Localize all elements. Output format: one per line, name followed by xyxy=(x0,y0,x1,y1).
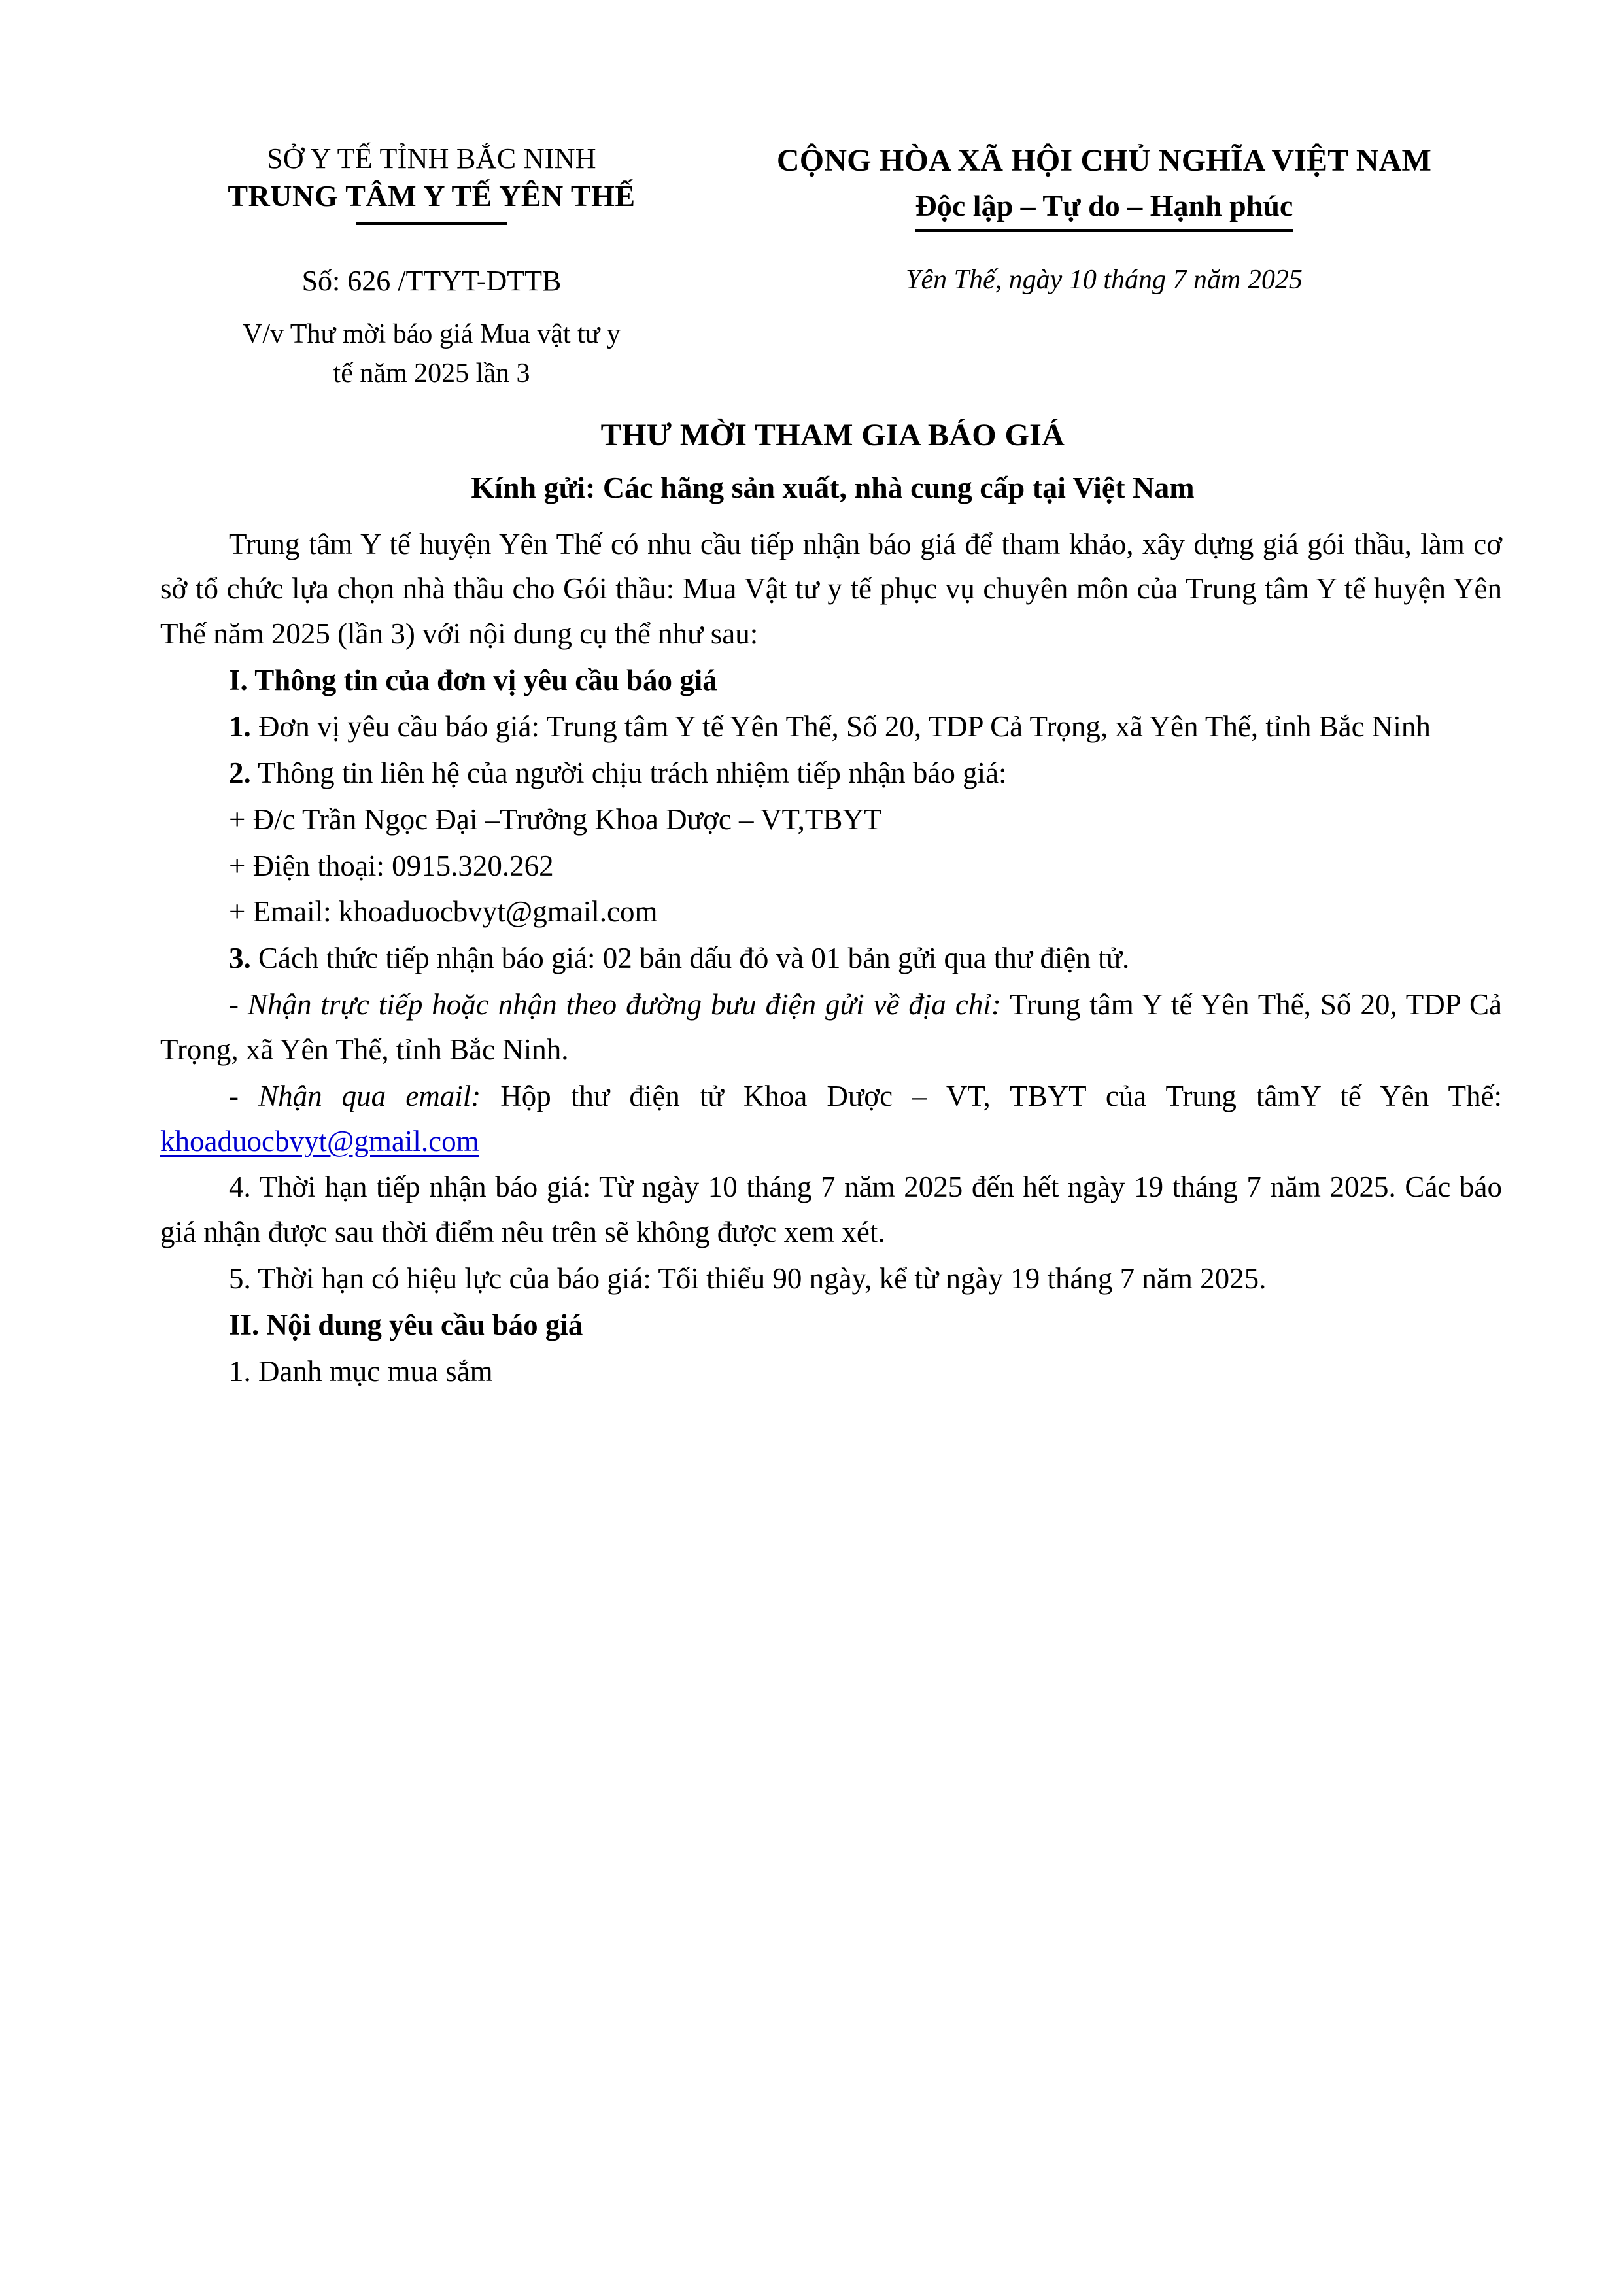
item-2-number: 2. xyxy=(229,756,251,789)
national-heading-block xyxy=(703,141,1505,232)
national-motto: Độc lập – Tự do – Hạnh phúc xyxy=(915,186,1293,232)
organization-name: TRUNG TÂM Y TẾ YÊN THẾ xyxy=(228,179,636,213)
contact-person-line: + Đ/c Trần Ngọc Đại –Trưởng Khoa Dược – VT,TBYT xyxy=(229,802,882,836)
item-3-paragraph xyxy=(160,936,1502,981)
subject-line-2: tế năm 2025 lần 3 xyxy=(333,358,530,388)
section-1-heading: I. Thông tin của đơn vị yêu cầu báo giá xyxy=(229,664,717,697)
direct-receive-paragraph xyxy=(160,982,1502,1072)
item-1-text: Đơn vị yêu cầu báo giá: Trung tâm Y tế Yên Thế, Số 20, TDP Cả Trọng, xã Yên Thế, tỉnh Bắc Ninh xyxy=(250,710,1431,743)
item-5-paragraph: 5. Thời hạn có hiệu lực của báo giá: Tối thiểu 90 ngày, kể từ ngày 19 tháng 7 năm 2025. xyxy=(229,1262,1267,1295)
item-2-text: Thông tin liên hệ của người chịu trách nhiệm tiếp nhận báo giá: xyxy=(250,756,1007,789)
recipient-line: Kính gửi: Các hãng sản xuất, nhà cung cấp tại Việt Nam xyxy=(471,470,1195,504)
national-title: CỘNG HÒA XÃ HỘI CHỦ NGHĨA VIỆT NAM xyxy=(776,143,1432,178)
place-and-date: Yên Thế, ngày 10 tháng 7 năm 2025 xyxy=(906,265,1303,296)
header-divider-rule xyxy=(356,222,507,225)
document-title: THƯ MỜI THAM GIA BÁO GIÁ xyxy=(600,417,1065,453)
email-receive-paragraph xyxy=(160,1074,1502,1164)
issuing-authority-block xyxy=(160,141,703,225)
document-header xyxy=(0,0,1623,232)
intro-paragraph: Trung tâm Y tế huyện Yên Thế có nhu cầu tiếp nhận báo giá để tham khảo, xây dựng giá gói thầu, làm cơ sở tổ chức lựa chọn nhà thầu cho Gói thầu: Mua Vật tư y tế phục vụ chuyên môn của Trung tâm Y tế huyện Yên Thế năm 2025 (lần 3) với nội dung cụ thể như sau: xyxy=(160,527,1502,651)
item-1-number: 1. xyxy=(229,710,251,743)
email-receive-text: Hộp thư điện tử Khoa Dược – VT, TBYT của Trung tâmY tế Yên Thế: xyxy=(481,1079,1502,1112)
item-3-number: 3. xyxy=(229,942,251,975)
item-3-text: Cách thức tiếp nhận báo giá: 02 bản dấu đỏ và 01 bản gửi qua thư điện tử. xyxy=(250,942,1130,975)
number-and-date-row xyxy=(0,262,1623,300)
email-receive-label: - Nhận qua email: xyxy=(229,1079,481,1112)
direct-receive-label: - Nhận trực tiếp hoặc nhận theo đường bưu điện gửi về địa chỉ: xyxy=(229,988,1001,1021)
item-ii-1-paragraph: 1. Danh mục mua sắm xyxy=(229,1354,493,1388)
item-1-paragraph xyxy=(160,704,1502,749)
place-date-block xyxy=(703,262,1505,298)
item-2-paragraph xyxy=(160,751,1502,796)
subject-line-1: V/v Thư mời báo giá Mua vật tư y xyxy=(243,319,621,350)
document-body xyxy=(0,522,1623,1394)
item-4-paragraph: 4. Thời hạn tiếp nhận báo giá: Từ ngày 10 tháng 7 năm 2025 đến hết ngày 19 tháng 7 năm 2025. Các báo giá nhận được sau thời điểm nêu trên sẽ không được xem xét. xyxy=(160,1171,1502,1249)
email-hyperlink[interactable]: khoaduocbvyt@gmail.com xyxy=(160,1124,479,1157)
contact-email-line: + Email: khoaduocbvyt@gmail.com xyxy=(229,895,658,929)
contact-phone-line: + Điện thoại: 0915.320.262 xyxy=(229,849,554,882)
subject-block xyxy=(160,315,703,393)
document-number-block xyxy=(160,262,703,300)
direct-receive-address: Trung tâm Y tế Yên Thế, Số 20, TDP Cả Trọng, xã Yên Thế, tỉnh Bắc Ninh. xyxy=(160,988,1502,1066)
department-upper-label: SỞ Y TẾ TỈNH BẮC NINH xyxy=(267,143,596,175)
document-number: Số: 626 /TTYT-DTTB xyxy=(301,265,562,298)
section-2-heading: II. Nội dung yêu cầu báo giá xyxy=(229,1308,583,1341)
